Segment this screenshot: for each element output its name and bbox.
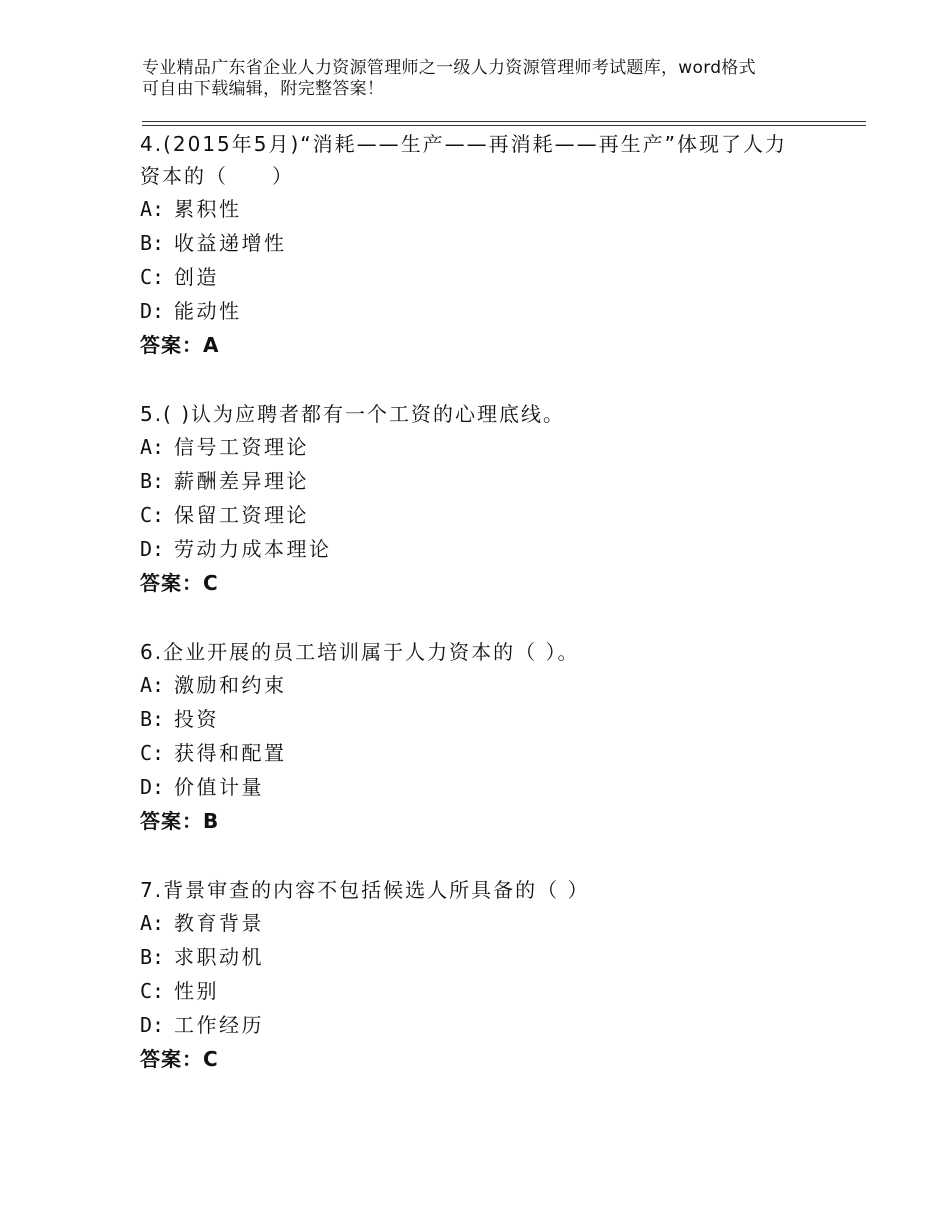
option-a — [140, 192, 820, 226]
option-d — [140, 532, 820, 566]
option-a — [140, 906, 820, 940]
option-letter: A: — [140, 673, 165, 697]
answer-line — [140, 566, 820, 600]
answer-label: 答案： — [140, 809, 203, 833]
answer-label: 答案： — [140, 571, 203, 595]
option-text: 激励和约束 — [174, 673, 287, 697]
option-text: 价值计量 — [174, 775, 264, 799]
option-text: 薪酬差异理论 — [174, 469, 309, 493]
answer-value: C — [203, 1047, 219, 1071]
option-text: 教育背景 — [174, 911, 264, 935]
option-c — [140, 736, 820, 770]
option-letter: C: — [140, 503, 165, 527]
option-text: 收益递增性 — [174, 231, 287, 255]
option-text: 信号工资理论 — [174, 435, 309, 459]
option-c — [140, 498, 820, 532]
option-text: 劳动力成本理论 — [174, 537, 332, 561]
option-b — [140, 226, 820, 260]
answer-value: A — [203, 333, 220, 357]
header-line-1: 专业精品广东省企业人力资源管理师之一级人力资源管理师考试题库，word格式 — [142, 58, 756, 78]
option-letter: B: — [140, 707, 165, 731]
option-letter: A: — [140, 197, 165, 221]
option-a — [140, 430, 820, 464]
document-header — [142, 58, 842, 100]
option-letter: D: — [140, 775, 165, 799]
option-text: 获得和配置 — [174, 741, 287, 765]
option-b — [140, 702, 820, 736]
option-letter: D: — [140, 1013, 165, 1037]
option-letter: B: — [140, 945, 165, 969]
header-line-2: 可自由下载编辑，附完整答案！ — [142, 79, 385, 99]
question-4 — [140, 128, 820, 362]
question-text: 6.企业开展的员工培训属于人力资本的（ ）。 — [140, 640, 580, 664]
option-text: 求职动机 — [174, 945, 264, 969]
option-letter: A: — [140, 911, 165, 935]
question-list — [140, 128, 820, 1112]
answer-value: B — [203, 809, 220, 833]
question-text: 5.( )认为应聘者都有一个工资的心理底线。 — [140, 402, 566, 426]
option-a — [140, 668, 820, 702]
option-text: 投资 — [174, 707, 219, 731]
question-7 — [140, 874, 820, 1076]
option-d — [140, 294, 820, 328]
option-text: 累积性 — [174, 197, 242, 221]
answer-line — [140, 804, 820, 838]
answer-label: 答案： — [140, 333, 203, 357]
option-letter: C: — [140, 979, 165, 1003]
question-5 — [140, 398, 820, 600]
question-text: 7.背景审查的内容不包括候选人所具备的（ ） — [140, 878, 590, 902]
option-text: 创造 — [174, 265, 219, 289]
option-text: 能动性 — [174, 299, 242, 323]
question-text-continued: 资本的（ ） — [140, 164, 294, 188]
question-text: 4.(2015年5月)“消耗——生产——再消耗——再生产”体现了人力 — [140, 132, 788, 156]
option-text: 性别 — [174, 979, 219, 1003]
option-text: 保留工资理论 — [174, 503, 309, 527]
option-d — [140, 770, 820, 804]
answer-line — [140, 328, 820, 362]
option-letter: B: — [140, 231, 165, 255]
option-d — [140, 1008, 820, 1042]
option-letter: D: — [140, 537, 165, 561]
option-text: 工作经历 — [174, 1013, 264, 1037]
header-divider-bottom — [142, 125, 866, 126]
option-letter: C: — [140, 265, 165, 289]
answer-value: C — [203, 571, 219, 595]
option-letter: A: — [140, 435, 165, 459]
option-b — [140, 940, 820, 974]
question-6 — [140, 636, 820, 838]
header-divider-top — [142, 121, 866, 122]
option-letter: C: — [140, 741, 165, 765]
answer-label: 答案： — [140, 1047, 203, 1071]
option-c — [140, 974, 820, 1008]
option-c — [140, 260, 820, 294]
answer-line — [140, 1042, 820, 1076]
option-letter: B: — [140, 469, 165, 493]
option-b — [140, 464, 820, 498]
option-letter: D: — [140, 299, 165, 323]
